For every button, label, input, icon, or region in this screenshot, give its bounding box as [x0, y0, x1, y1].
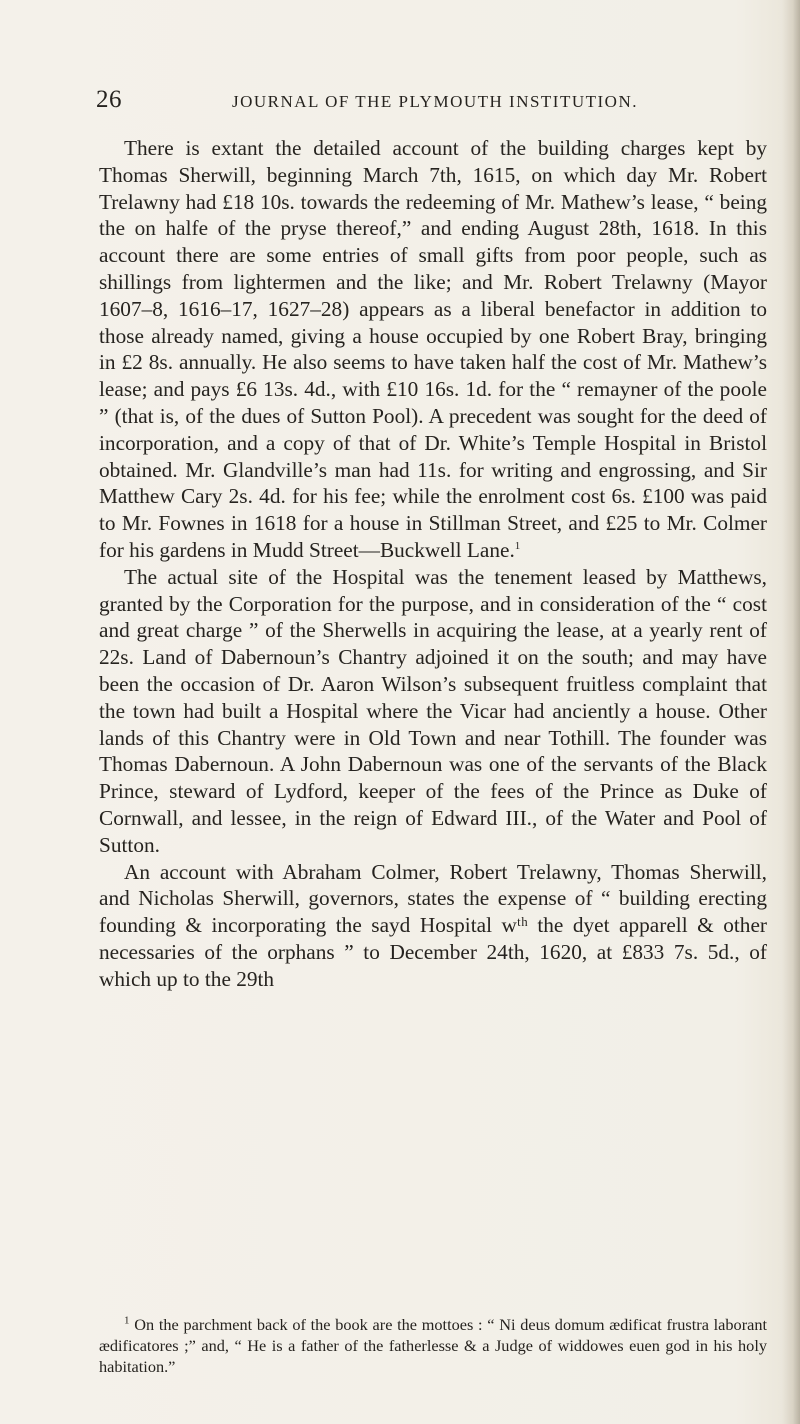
- paragraph-1-text: There is extant the detailed account of the building charges kept by Thomas Sherwill, beginning March 7th, 1615, on which day Mr. Robert Trelawny had £18 10s. towards the redeeming of Mr. Mathew’s lease, “ being the on halfe of the pryse thereof,” and ending August 28th, 1618. In this account there are some entries of small gifts from poor people, such as shillings from lightermen and the like; and Mr. Robert Trelawny (Mayor 1607–8, 1616–17, 1627–28) appears as a liberal benefactor in addition to those already named, giving a house occupied by one Robert Bray, bringing in £2 8s. annually. He also seems to have taken half the cost of Mr. Mathew’s lease; and pays £6 13s. 4d., with £10 16s. 1d. for the “ remayner of the poole ” (that is, of the dues of Sutton Pool). A precedent was sought for the deed of incorporation, and a copy of that of Dr. White’s Temple Hospital in Bristol obtained. Mr. Glandville’s man had 11s. for writing and engrossing, and Sir Matthew Cary 2s. 4d. for his fee; while the enrolment cost 6s. £100 was paid to Mr. Fownes in 1618 for a house in Stillman Street, and £25 to Mr. Colmer for his gardens in Mudd Street—Buckwell Lane.: [99, 136, 767, 562]
- page-header: [96, 86, 766, 116]
- footnote-number: 1: [124, 1314, 130, 1327]
- footnote: [99, 1315, 767, 1377]
- footnote-text: On the parchment back of the book are the mottoes : “ Ni deus domum ædificat frustra laborant ædificatores ;” and, “ He is a father of the fatherlesse & a Judge of widdowes euen god in his holy habitation.”: [99, 1315, 768, 1376]
- paragraph-colmer-account: An account with Abraham Colmer, Robert Trelawny, Thomas Sherwill, and Nicholas Sherwill, governors, states the expense of “ building erecting founding & incorporating the sayd Hospital wᵗʰ the dyet apparell & other necessaries of the orphans ” to December 24th, 1620, at £833 7s. 5d., of which up to the 29th: [99, 859, 767, 991]
- page-number: 26: [96, 86, 122, 113]
- paragraph-hospital-site: The actual site of the Hospital was the tenement leased by Matthews, granted by the Corporation for the purpose, and in consideration of the “ cost and great charge ” of the Sherwells in acquiring the lease, at a yearly rent of 22s. Land of Dabernoun’s Chantry adjoined it on the south; and may have been the occasion of Dr. Aaron Wilson’s subsequent fruitless complaint that the town had built a Hospital where the Vicar had anciently a house. Other lands of this Chantry were in Old Town and near Tothill. The founder was Thomas Dabernoun. A John Dabernoun was one of the servants of the Black Prince, steward of Lydford, keeper of the fees of the Prince as Duke of Cornwall, and lessee, in the reign of Edward III., of the Water and Pool of Sutton.: [99, 564, 767, 857]
- paragraph-building-charges: [99, 135, 767, 564]
- running-title: JOURNAL OF THE PLYMOUTH INSTITUTION.: [232, 92, 638, 111]
- main-text: [99, 135, 767, 993]
- footnote-reference: 1: [514, 539, 521, 552]
- page-edge-shadow: [782, 0, 800, 1424]
